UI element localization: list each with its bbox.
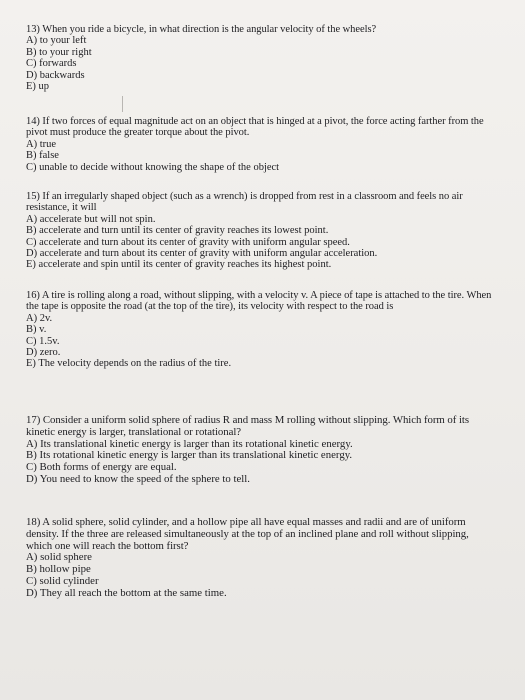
question-q16 xyxy=(26,290,496,370)
answer-option: A) solid sphere xyxy=(26,551,92,564)
pen-mark xyxy=(122,96,123,112)
answer-option: B) v. xyxy=(26,324,47,336)
answer-option: A) to your left xyxy=(26,35,87,47)
answer-option: C) Both forms of energy are equal. xyxy=(26,461,177,474)
answer-options xyxy=(26,313,496,370)
answer-option: E) accelerate and spin until its center of gravity reaches its highest point. xyxy=(26,259,332,271)
answer-option: C) accelerate and turn about its center of gravity with uniform angular speed. xyxy=(26,236,350,248)
answer-option: D) They all reach the bottom at the same time. xyxy=(26,586,227,599)
answer-option: D) backwards xyxy=(26,69,85,81)
answer-option: A) true xyxy=(26,138,57,150)
answer-option: C) 1.5v. xyxy=(26,335,60,347)
question-q18 xyxy=(26,517,496,600)
question-stem: 18) A solid sphere, solid cylinder, and a hollow pipe all have equal masses and radii and are of uniform density. If the three are released simultaneously at the top of an inclined plane and roll without slipping, which one will reach the bottom first? xyxy=(26,516,469,552)
answer-options xyxy=(26,552,496,599)
answer-option: D) zero. xyxy=(26,347,61,359)
answer-option: A) 2v. xyxy=(26,312,53,324)
question-stem: 14) If two forces of equal magnitude act on an object that is hinged at a pivot, the force acting farther from the pivot must produce the greater torque about the pivot. xyxy=(26,116,484,139)
question-stem: 13) When you ride a bicycle, in what direction is the angular velocity of the wheels? xyxy=(26,24,377,35)
answer-option: E) The velocity depends on the radius of the tire. xyxy=(26,358,232,370)
answer-option: D) accelerate and turn about its center of gravity with uniform angular acceleration. xyxy=(26,248,378,260)
question-q13 xyxy=(26,24,496,92)
answer-option: C) solid cylinder xyxy=(26,574,99,587)
question-q17 xyxy=(26,415,496,486)
answer-option: B) hollow pipe xyxy=(26,563,91,576)
answer-option: B) accelerate and turn until its center of gravity reaches its lowest point. xyxy=(26,225,329,237)
answer-option: B) to your right xyxy=(26,46,92,58)
question-stem: 16) A tire is rolling along a road, without slipping, with a velocity v. A piece of tape is attached to the tire. When the tape is opposite the road (at the top of the tire), its velocity with respect to the road is xyxy=(26,290,492,313)
answer-option: B) Its rotational kinetic energy is larger than its translational kinetic energy. xyxy=(26,449,353,462)
answer-option: A) Its translational kinetic energy is larger than its rotational kinetic energy. xyxy=(26,437,353,450)
answer-option: C) unable to decide without knowing the shape of the object xyxy=(26,161,280,173)
answer-options xyxy=(26,214,496,271)
question-q15 xyxy=(26,191,496,271)
question-stem: 15) If an irregularly shaped object (such as a wrench) is dropped from rest in a classroom and feels no air resistance, it will xyxy=(26,191,463,214)
answer-option: B) false xyxy=(26,150,59,162)
answer-option: A) accelerate but will not spin. xyxy=(26,213,156,225)
question-q14 xyxy=(26,116,496,173)
answer-option: E) up xyxy=(26,81,50,93)
answer-options xyxy=(26,439,496,486)
answer-options xyxy=(26,139,496,173)
answer-options xyxy=(26,35,496,92)
answer-option: D) You need to know the speed of the sphere to tell. xyxy=(26,472,250,485)
answer-option: C) forwards xyxy=(26,58,77,70)
question-stem: 17) Consider a uniform solid sphere of radius R and mass M rolling without slipping. Which form of its kinetic energy is larger, translational or rotational? xyxy=(26,414,470,438)
